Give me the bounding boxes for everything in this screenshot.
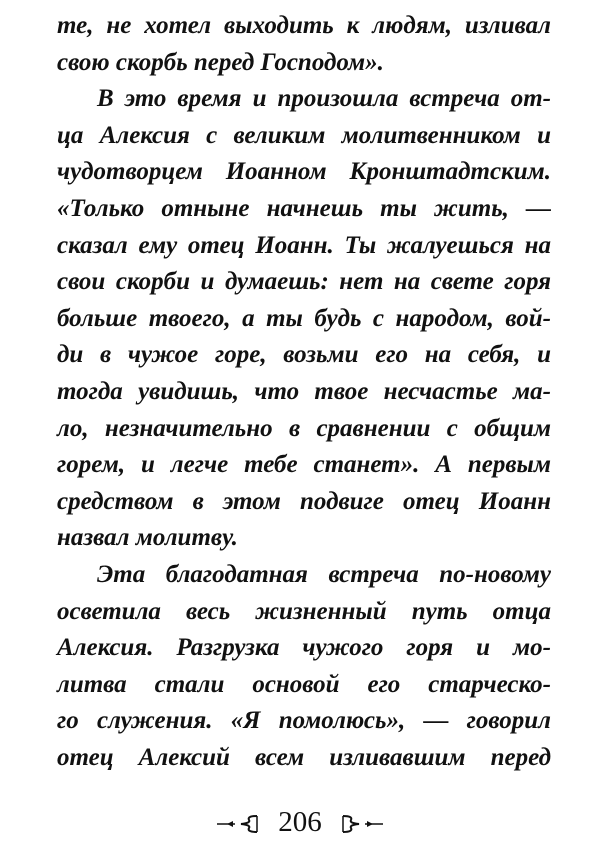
text-line: свою скорбь перед Господом». <box>57 48 384 76</box>
text-line: чудотворцем Иоанном Кронштадтским. <box>57 158 551 186</box>
text-line: назвал молитву. <box>57 524 238 552</box>
text-line: ло, незначительно в сравнении с общим <box>57 414 551 442</box>
text-line: средством в этом подвиге отец Иоанн <box>57 487 551 515</box>
text-line: ди в чужое горе, возьми его на себя, и <box>57 341 551 369</box>
text-line: Эта благодатная встреча по-новому <box>97 560 551 588</box>
text-line: отец Алексий всем изливавшим перед <box>57 743 551 771</box>
text-line: го служения. «Я помолюсь», — говорил <box>57 707 551 735</box>
right-ornament-icon <box>339 814 383 834</box>
text-line: горем, и легче тебе станет». А первым <box>57 451 551 479</box>
text-line: осветила весь жизненный путь отца <box>57 597 551 625</box>
text-line: «Только отныне начнешь ты жить, — <box>57 194 551 222</box>
text-line: те, не хотел выходить к людям, изливал <box>57 12 551 39</box>
text-line: Алексия. Разгрузка чужого горя и мо- <box>57 634 551 662</box>
text-line: литва стали основой его старческо- <box>57 670 551 698</box>
text-line: сказал ему отец Иоанн. Ты жалуешься на <box>57 231 551 259</box>
page-body-text <box>57 8 551 776</box>
text-line: ца Алексия с великим молитвенником и <box>57 121 551 149</box>
page-footer <box>0 806 600 839</box>
text-line: тогда увидишь, что твое несчастье ма- <box>57 377 551 405</box>
text-line: В это время и произошла встреча от- <box>97 85 551 113</box>
text-line: свои скорби и думаешь: нет на свете горя <box>57 268 551 296</box>
text-line: больше твоего, а ты будь с народом, вой- <box>57 304 551 332</box>
page-number: 206 <box>278 806 322 838</box>
left-ornament-icon <box>217 814 261 834</box>
